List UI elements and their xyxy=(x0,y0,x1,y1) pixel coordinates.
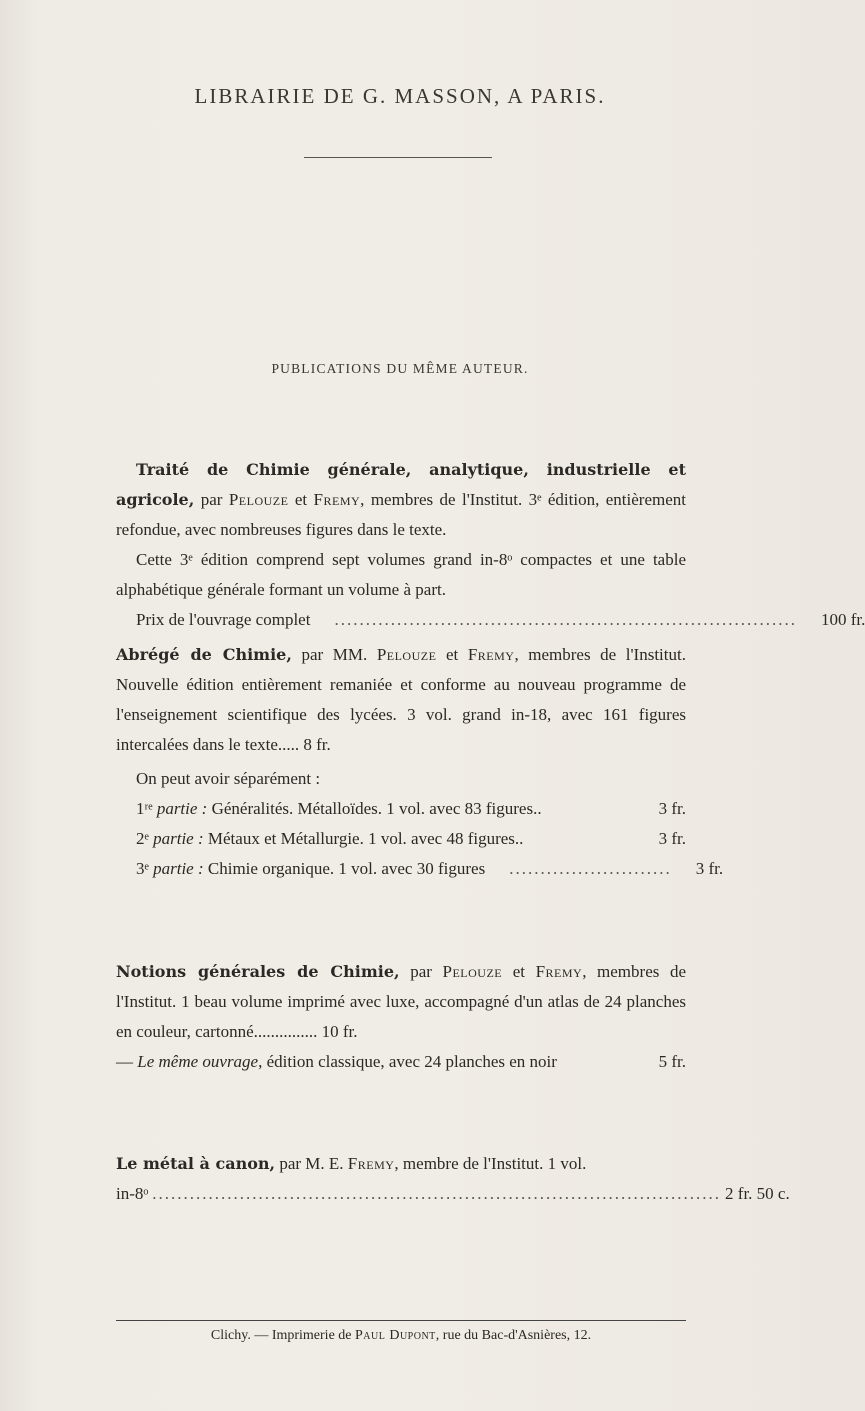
entry-paragraph: Traité de Chimie générale, analytique, industrielle et agricole, par Pelouze et Fremy, membres de l'Institut. 3ᵉ édition, entièrement refondue, avec nombreuses figures dans le texte. xyxy=(116,460,686,539)
author-name: Fremy xyxy=(347,1154,395,1173)
entry-paragraph: Notions générales de Chimie, par Pelouze et Fremy, membres de l'Institut. 1 beau volume imprimé avec luxe, accompagné d'un atlas de 24 planches en couleur, cartonné............... 10 fr. xyxy=(116,962,686,1041)
alt-edition-line: — Le même ouvrage, édition classique, avec 24 planches en noir 5 fr. xyxy=(116,1047,686,1077)
author-name: Pelouze xyxy=(442,962,503,981)
price-line: in-8ᵒ ........................................................................................... 2 fr. 50 c. xyxy=(116,1179,686,1209)
price: 2 fr. 50 c. xyxy=(725,1184,790,1203)
author-name: Fremy xyxy=(313,490,361,509)
entry-notions-generales xyxy=(116,957,686,1077)
entry-title: Abrégé de Chimie, xyxy=(116,645,292,664)
entry-title: Le métal à canon, xyxy=(116,1154,276,1173)
author-name: Fremy xyxy=(535,962,583,981)
footer-rule xyxy=(116,1320,686,1321)
entry-title: Notions générales de Chimie, xyxy=(116,962,400,981)
entry-paragraph: Abrégé de Chimie, par MM. Pelouze et Fremy, membres de l'Institut. Nouvelle édition entièrement remaniée et conforme au nouveau programme de l'enseignement scientifique des lycées. 3 vol. grand in-18, avec 161 figures intercalées dans le texte..... 8 fr. xyxy=(116,645,686,754)
author-name: Pelouze xyxy=(228,490,289,509)
price: 3 fr. xyxy=(658,799,686,818)
printer-colophon: Clichy. — Imprimerie de Paul Dupont, rue du Bac-d'Asnières, 12. xyxy=(210,1328,592,1343)
entry-abrege-de-chimie xyxy=(116,640,724,884)
entry-description: , membres de l'Institut. 3ᵉ édition, entièrement refondue, avec nombreuses figures dans le texte. xyxy=(116,490,686,539)
author-name: Pelouze xyxy=(376,645,437,664)
entry-traite-de-chimie xyxy=(116,455,865,635)
leader-dots: .......................................................................... xyxy=(334,610,797,629)
entry-description: , membres de l'Institut. Nouvelle édition entièrement remaniée et conforme au nouveau programme de l'enseignement scientifique des lycées. 3 vol. grand in-18, avec 161 figures intercalées dans le texte xyxy=(116,645,686,754)
publisher-header: LIBRAIRIE DE G. MASSON, A PARIS. xyxy=(194,84,606,108)
entry-metal-a-canon xyxy=(116,1149,790,1209)
part-line: 1ʳᵉ partie : Généralités. Métalloïdes. 1 vol. avec 83 figures.. 3 fr. xyxy=(116,794,686,824)
entry-title: Traité de Chimie générale, analytique, industrielle et agricole, xyxy=(116,460,686,509)
price: 8 fr. xyxy=(303,735,331,754)
price: 3 fr. xyxy=(695,859,724,878)
price: 5 fr. xyxy=(658,1052,686,1071)
section-heading: PUBLICATIONS DU MÊME AUTEUR. xyxy=(271,361,529,376)
printer-name: Paul Dupont xyxy=(355,1328,436,1343)
entry-paragraph: Cette 3ᵉ édition comprend sept volumes grand in-8ᵒ compactes et une table alphabétique générale formant un volume à part. xyxy=(116,550,686,599)
entry-description: , membres de l'Institut. 1 beau volume imprimé avec luxe, accompagné d'un atlas de 24 planches en couleur, cartonné xyxy=(116,962,686,1041)
price-line: Prix de l'ouvrage complet .......................................................................... 100 fr. xyxy=(116,605,686,635)
entry-description: , membre de l'Institut. 1 vol. xyxy=(394,1154,587,1173)
price: 3 fr. xyxy=(658,829,686,848)
price: 100 fr. xyxy=(820,610,865,629)
leader-dots: .......................... xyxy=(509,859,672,878)
part-line: 3ᵉ partie : Chimie organique. 1 vol. avec 30 figures .......................... 3 fr. xyxy=(116,854,686,884)
entry-paragraph: Le métal à canon, par M. E. Fremy, membre de l'Institut. 1 vol. xyxy=(116,1154,587,1173)
price: 10 fr. xyxy=(321,1022,358,1041)
header-rule xyxy=(304,157,492,158)
author-name: Fremy xyxy=(467,645,515,664)
separately-note: On peut avoir séparément : xyxy=(136,769,321,788)
part-line: 2ᵉ partie : Métaux et Métallurgie. 1 vol. avec 48 figures.. 3 fr. xyxy=(116,824,686,854)
leader-dots: ........................................................................................... xyxy=(152,1184,722,1203)
